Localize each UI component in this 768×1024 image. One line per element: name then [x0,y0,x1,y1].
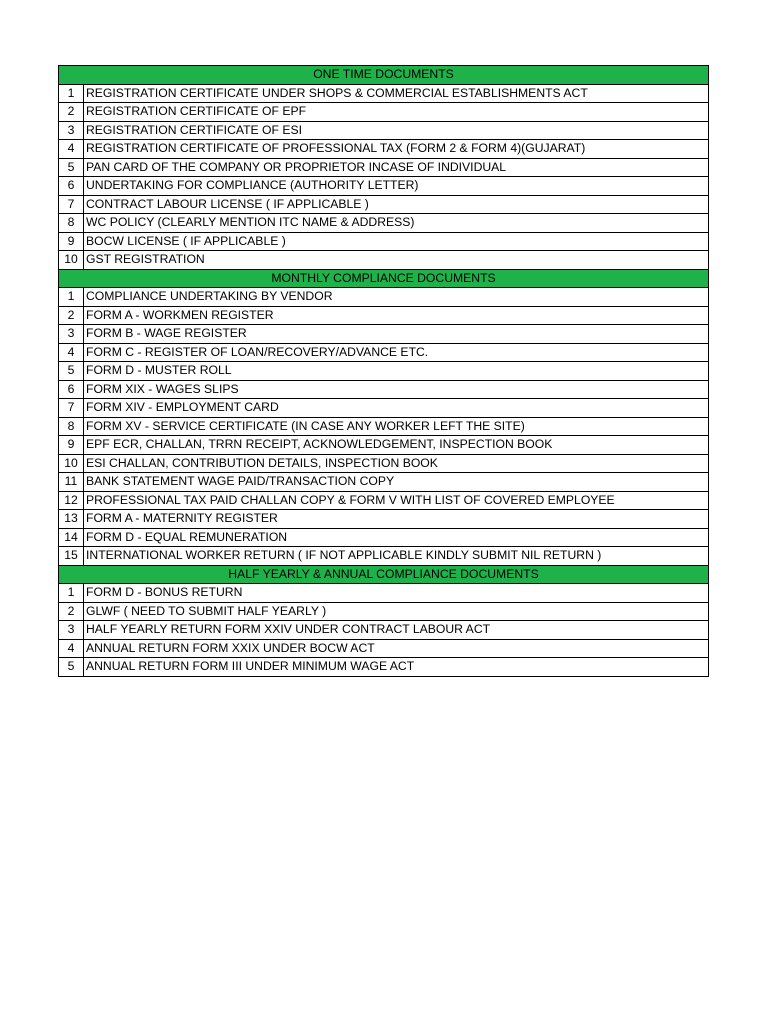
document-name: FORM B - WAGE REGISTER [84,325,709,344]
table-row [59,251,709,270]
row-number: 2 [59,602,84,621]
table-row [59,528,709,547]
row-number: 9 [59,232,84,251]
table-row [59,454,709,473]
document-name: FORM C - REGISTER OF LOAN/RECOVERY/ADVANCE ETC. [84,343,709,362]
table-row [59,362,709,381]
row-number: 14 [59,528,84,547]
document-name: REGISTRATION CERTIFICATE UNDER SHOPS & COMMERCIAL ESTABLISHMENTS ACT [84,84,709,103]
section-title: HALF YEARLY & ANNUAL COMPLIANCE DOCUMENTS [59,565,709,584]
row-number: 3 [59,121,84,140]
table-row [59,510,709,529]
row-number: 7 [59,195,84,214]
table-row [59,491,709,510]
table-row [59,417,709,436]
document-name: UNDERTAKING FOR COMPLIANCE (AUTHORITY LETTER) [84,177,709,196]
document-name: FORM XV - SERVICE CERTIFICATE (IN CASE ANY WORKER LEFT THE SITE) [84,417,709,436]
document-name: CONTRACT LABOUR LICENSE ( IF APPLICABLE ) [84,195,709,214]
document-name: COMPLIANCE UNDERTAKING BY VENDOR [84,288,709,307]
row-number: 2 [59,103,84,122]
document-name: FORM A - WORKMEN REGISTER [84,306,709,325]
row-number: 8 [59,214,84,233]
section-title: MONTHLY COMPLIANCE DOCUMENTS [59,269,709,288]
table-row [59,436,709,455]
table-row [59,103,709,122]
table-row [59,602,709,621]
section-header-row [59,66,709,85]
table-row [59,325,709,344]
table-row [59,140,709,159]
document-name: FORM D - BONUS RETURN [84,584,709,603]
document-name: EPF ECR, CHALLAN, TRRN RECEIPT, ACKNOWLEDGEMENT, INSPECTION BOOK [84,436,709,455]
section-title: ONE TIME DOCUMENTS [59,66,709,85]
row-number: 15 [59,547,84,566]
table-row [59,380,709,399]
document-name: BANK STATEMENT WAGE PAID/TRANSACTION COPY [84,473,709,492]
row-number: 4 [59,140,84,159]
row-number: 2 [59,306,84,325]
section-header-row [59,565,709,584]
row-number: 3 [59,325,84,344]
table-row [59,158,709,177]
table-row [59,214,709,233]
row-number: 4 [59,343,84,362]
table-row [59,639,709,658]
row-number: 5 [59,362,84,381]
table-row [59,177,709,196]
section-header-row [59,269,709,288]
row-number: 6 [59,177,84,196]
document-name: ANNUAL RETURN FORM XXIX UNDER BOCW ACT [84,639,709,658]
table-row [59,399,709,418]
table-row [59,306,709,325]
document-name: FORM A - MATERNITY REGISTER [84,510,709,529]
document-name: REGISTRATION CERTIFICATE OF PROFESSIONAL TAX (FORM 2 & FORM 4)(GUJARAT) [84,140,709,159]
row-number: 10 [59,454,84,473]
compliance-documents-table [58,65,709,677]
row-number: 7 [59,399,84,418]
row-number: 12 [59,491,84,510]
document-name: REGISTRATION CERTIFICATE OF ESI [84,121,709,140]
table-row [59,288,709,307]
document-name: FORM XIX - WAGES SLIPS [84,380,709,399]
document-sheet [58,65,708,677]
row-number: 11 [59,473,84,492]
table-row [59,232,709,251]
document-name: REGISTRATION CERTIFICATE OF EPF [84,103,709,122]
document-name: ESI CHALLAN, CONTRIBUTION DETAILS, INSPECTION BOOK [84,454,709,473]
table-row [59,343,709,362]
row-number: 1 [59,584,84,603]
row-number: 5 [59,658,84,677]
table-row [59,658,709,677]
document-name: GLWF ( NEED TO SUBMIT HALF YEARLY ) [84,602,709,621]
document-name: FORM D - MUSTER ROLL [84,362,709,381]
row-number: 13 [59,510,84,529]
table-row [59,121,709,140]
row-number: 1 [59,84,84,103]
row-number: 1 [59,288,84,307]
document-name: WC POLICY (CLEARLY MENTION ITC NAME & ADDRESS) [84,214,709,233]
document-name: ANNUAL RETURN FORM III UNDER MINIMUM WAGE ACT [84,658,709,677]
row-number: 9 [59,436,84,455]
row-number: 4 [59,639,84,658]
table-row [59,84,709,103]
table-row [59,621,709,640]
document-name: INTERNATIONAL WORKER RETURN ( IF NOT APPLICABLE KINDLY SUBMIT NIL RETURN ) [84,547,709,566]
table-row [59,547,709,566]
row-number: 5 [59,158,84,177]
row-number: 10 [59,251,84,270]
table-row [59,473,709,492]
document-name: BOCW LICENSE ( IF APPLICABLE ) [84,232,709,251]
document-name: GST REGISTRATION [84,251,709,270]
row-number: 3 [59,621,84,640]
table-body [59,66,709,677]
document-name: PAN CARD OF THE COMPANY OR PROPRIETOR INCASE OF INDIVIDUAL [84,158,709,177]
document-name: PROFESSIONAL TAX PAID CHALLAN COPY & FORM V WITH LIST OF COVERED EMPLOYEE [84,491,709,510]
document-name: FORM D - EQUAL REMUNERATION [84,528,709,547]
table-row [59,584,709,603]
row-number: 8 [59,417,84,436]
table-row [59,195,709,214]
document-name: FORM XIV - EMPLOYMENT CARD [84,399,709,418]
document-name: HALF YEARLY RETURN FORM XXIV UNDER CONTRACT LABOUR ACT [84,621,709,640]
row-number: 6 [59,380,84,399]
